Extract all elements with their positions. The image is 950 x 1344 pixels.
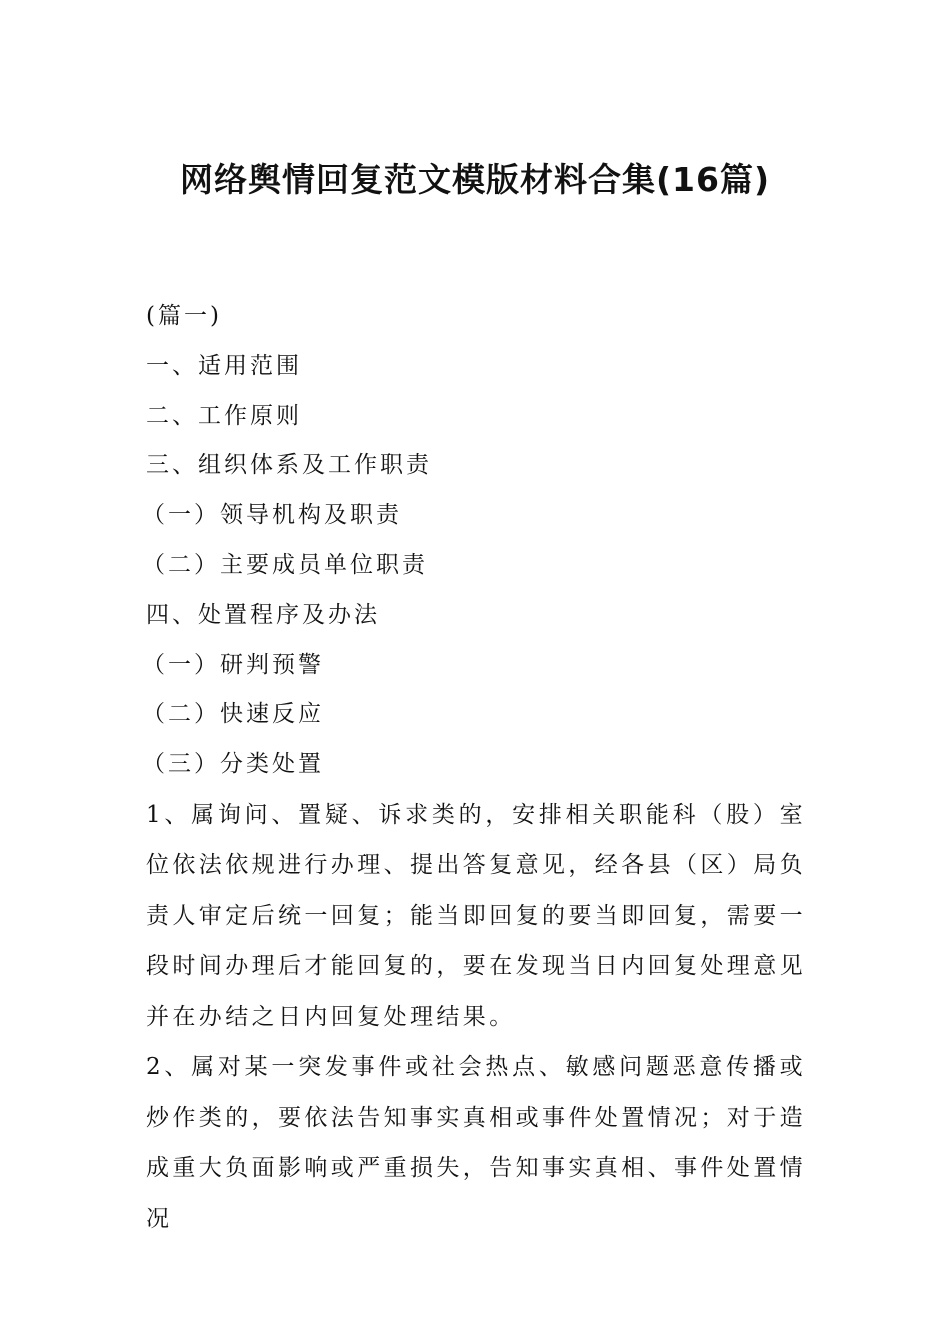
document-title: 网络舆情回复范文模版材料合集(16篇) — [179, 160, 771, 199]
body-paragraph: 1、属询问、置疑、诉求类的，安排相关职能科（股）室位依法依规进行办理、提出答复意见，经各县（区）局负责人审定后统一回复；能当即回复的要当即回复，需要一段时间办理后才能回复的，要在发现当日内回复处理意见并在办结之日内回复处理结果。 — [146, 801, 806, 1030]
outline-item: 二、工作原则 — [146, 402, 302, 429]
document-body — [142, 292, 806, 1244]
outline-subitem: （三）分类处置 — [142, 751, 324, 778]
outline-subitem: （二）主要成员单位职责 — [142, 551, 428, 578]
outline-subitem: （一）研判预警 — [142, 651, 324, 678]
outline-item: 一、适用范围 — [146, 352, 302, 379]
outline-item: 三、组织体系及工作职责 — [146, 452, 432, 479]
outline-subitem: （一）领导机构及职责 — [142, 502, 402, 529]
outline-item: (篇一) — [146, 303, 222, 329]
body-paragraph: 2、属对某一突发事件或社会热点、敏感问题恶意传播或炒作类的，要依法告知事实真相或事件处置情况；对于造成重大负面影响或严重损失，告知事实真相、事件处置情况 — [146, 1054, 806, 1232]
outline-item: 四、处置程序及办法 — [146, 601, 380, 628]
outline-subitem: （二）快速反应 — [142, 701, 324, 728]
